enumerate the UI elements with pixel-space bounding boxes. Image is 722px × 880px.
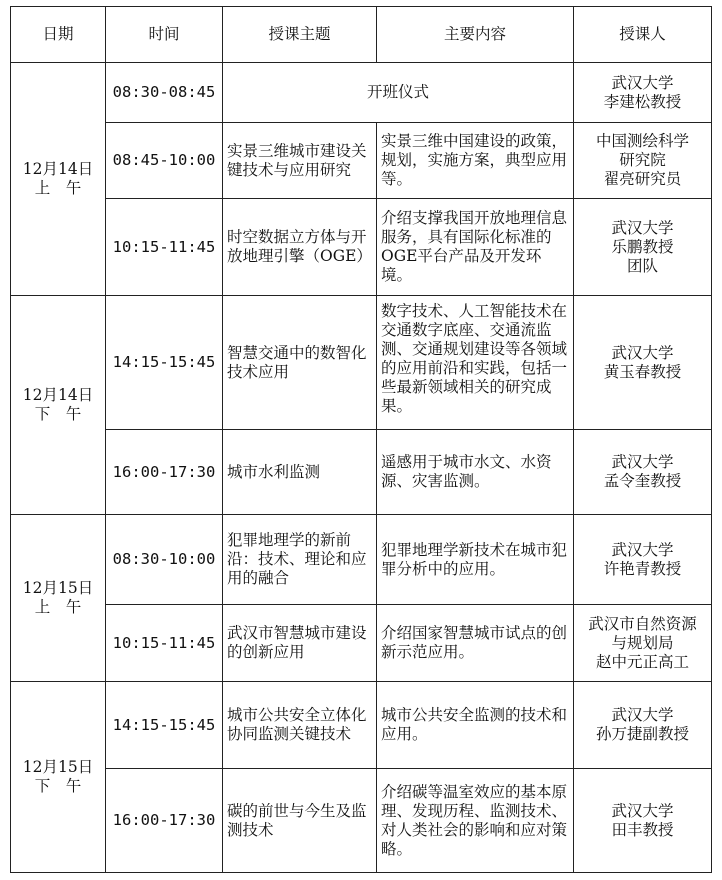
table-row (11, 682, 712, 769)
lecturer-line: 武汉大学 (611, 343, 674, 362)
table-row (11, 123, 712, 199)
topic-cell: 实景三维城市建设关键技术与应用研究 (223, 123, 377, 199)
lecturer-line: 许艳青教授 (603, 559, 682, 578)
lecturer-cell (574, 296, 712, 430)
lecturer-line: 黄玉春教授 (603, 362, 682, 381)
table-row (11, 296, 712, 430)
lecturer-line: 研究院 (619, 151, 666, 169)
topic-cell: 武汉市智慧城市建设的创新应用 (223, 605, 377, 682)
time-cell: 08:30-08:45 (106, 63, 223, 123)
date-cell (11, 682, 106, 873)
content-cell: 实景三维中国建设的政策，规划，实施方案，典型应用等。 (377, 123, 574, 199)
content-cell: 数字技术、人工智能技术在交通数字底座、交通流监测、交通规划建设等各领域的应用前沿和实践，包括一些最新领域相关的研究成果。 (377, 296, 574, 430)
lecturer-line: 武汉大学 (611, 73, 674, 92)
lecturer-line: 田丰教授 (611, 820, 674, 839)
lecturer-cell (574, 199, 712, 296)
content-cell: 介绍碳等温室效应的基本原理、发现历程、监测技术、对人类社会的影响和应对策略。 (377, 769, 574, 873)
content-cell: 犯罪地理学新技术在城市犯罪分析中的应用。 (377, 515, 574, 605)
lecturer-cell (574, 63, 712, 123)
date-label: 12月15日 (22, 579, 94, 597)
period-label: 上 午 (34, 598, 82, 616)
lecturer-line: 武汉大学 (611, 540, 674, 559)
header-time: 时间 (106, 7, 223, 63)
lecturer-cell (574, 605, 712, 682)
topic-cell: 城市公共安全立体化协同监测关键技术 (223, 682, 377, 769)
period-label: 下 午 (34, 405, 82, 423)
lecturer-line: 武汉大学 (611, 801, 674, 820)
date-cell (11, 515, 106, 682)
content-cell: 遥感用于城市水文、水资源、灾害监测。 (377, 430, 574, 515)
date-cell (11, 63, 106, 296)
lecturer-line: 乐鹏教授 (611, 237, 674, 256)
time-cell: 08:45-10:00 (106, 123, 223, 199)
table-row (11, 63, 712, 123)
lecturer-line: 中国测绘科学 (595, 132, 689, 150)
lecturer-line: 武汉大学 (611, 218, 674, 237)
header-topic: 授课主题 (223, 7, 377, 63)
lecturer-line: 武汉大学 (611, 706, 674, 724)
lecturer-cell (574, 123, 712, 199)
lecturer-line: 武汉大学 (611, 453, 674, 471)
date-label: 12月15日 (22, 758, 94, 776)
table-row (11, 199, 712, 296)
topic-cell: 碳的前世与今生及监测技术 (223, 769, 377, 873)
lecturer-line: 赵中元正高工 (595, 652, 689, 671)
content-cell: 介绍国家智慧城市试点的创新示范应用。 (377, 605, 574, 682)
date-cell (11, 296, 106, 515)
time-cell: 14:15-15:45 (106, 296, 223, 430)
table-row (11, 430, 712, 515)
time-cell: 10:15-11:45 (106, 199, 223, 296)
date-label: 12月14日 (22, 386, 94, 404)
lecturer-line: 孟令奎教授 (603, 472, 682, 490)
lecturer-cell (574, 682, 712, 769)
header-lecturer: 授课人 (574, 7, 712, 63)
lecturer-cell (574, 769, 712, 873)
period-label: 下 午 (34, 777, 82, 795)
table-row (11, 605, 712, 682)
lecturer-line: 与规划局 (611, 633, 674, 652)
table-row (11, 515, 712, 605)
schedule-table (10, 6, 712, 873)
time-cell: 16:00-17:30 (106, 769, 223, 873)
lecturer-line: 孙万捷副教授 (595, 725, 689, 743)
date-label: 12月14日 (22, 160, 94, 178)
topic-cell: 时空数据立方体与开放地理引擎（OGE） (223, 199, 377, 296)
header-date: 日期 (11, 7, 106, 63)
period-label: 上 午 (34, 179, 82, 197)
time-cell: 14:15-15:45 (106, 682, 223, 769)
topic-cell: 犯罪地理学的新前沿：技术、理论和应用的融合 (223, 515, 377, 605)
lecturer-cell (574, 430, 712, 515)
header-row (11, 7, 712, 63)
lecturer-line: 李建松教授 (603, 92, 682, 111)
table-row (11, 769, 712, 873)
time-cell: 10:15-11:45 (106, 605, 223, 682)
lecturer-line: 武汉市自然资源 (588, 614, 697, 633)
content-cell: 城市公共安全监测的技术和应用。 (377, 682, 574, 769)
ceremony-cell: 开班仪式 (223, 63, 574, 123)
topic-cell: 智慧交通中的数智化技术应用 (223, 296, 377, 430)
content-cell: 介绍支撑我国开放地理信息服务，具有国际化标准的OGE平台产品及开发环境。 (377, 199, 574, 296)
time-cell: 16:00-17:30 (106, 430, 223, 515)
topic-cell: 城市水利监测 (223, 430, 377, 515)
lecturer-line: 翟亮研究员 (603, 170, 682, 188)
lecturer-cell (574, 515, 712, 605)
lecturer-line: 团队 (626, 256, 658, 275)
header-content: 主要内容 (377, 7, 574, 63)
time-cell: 08:30-10:00 (106, 515, 223, 605)
